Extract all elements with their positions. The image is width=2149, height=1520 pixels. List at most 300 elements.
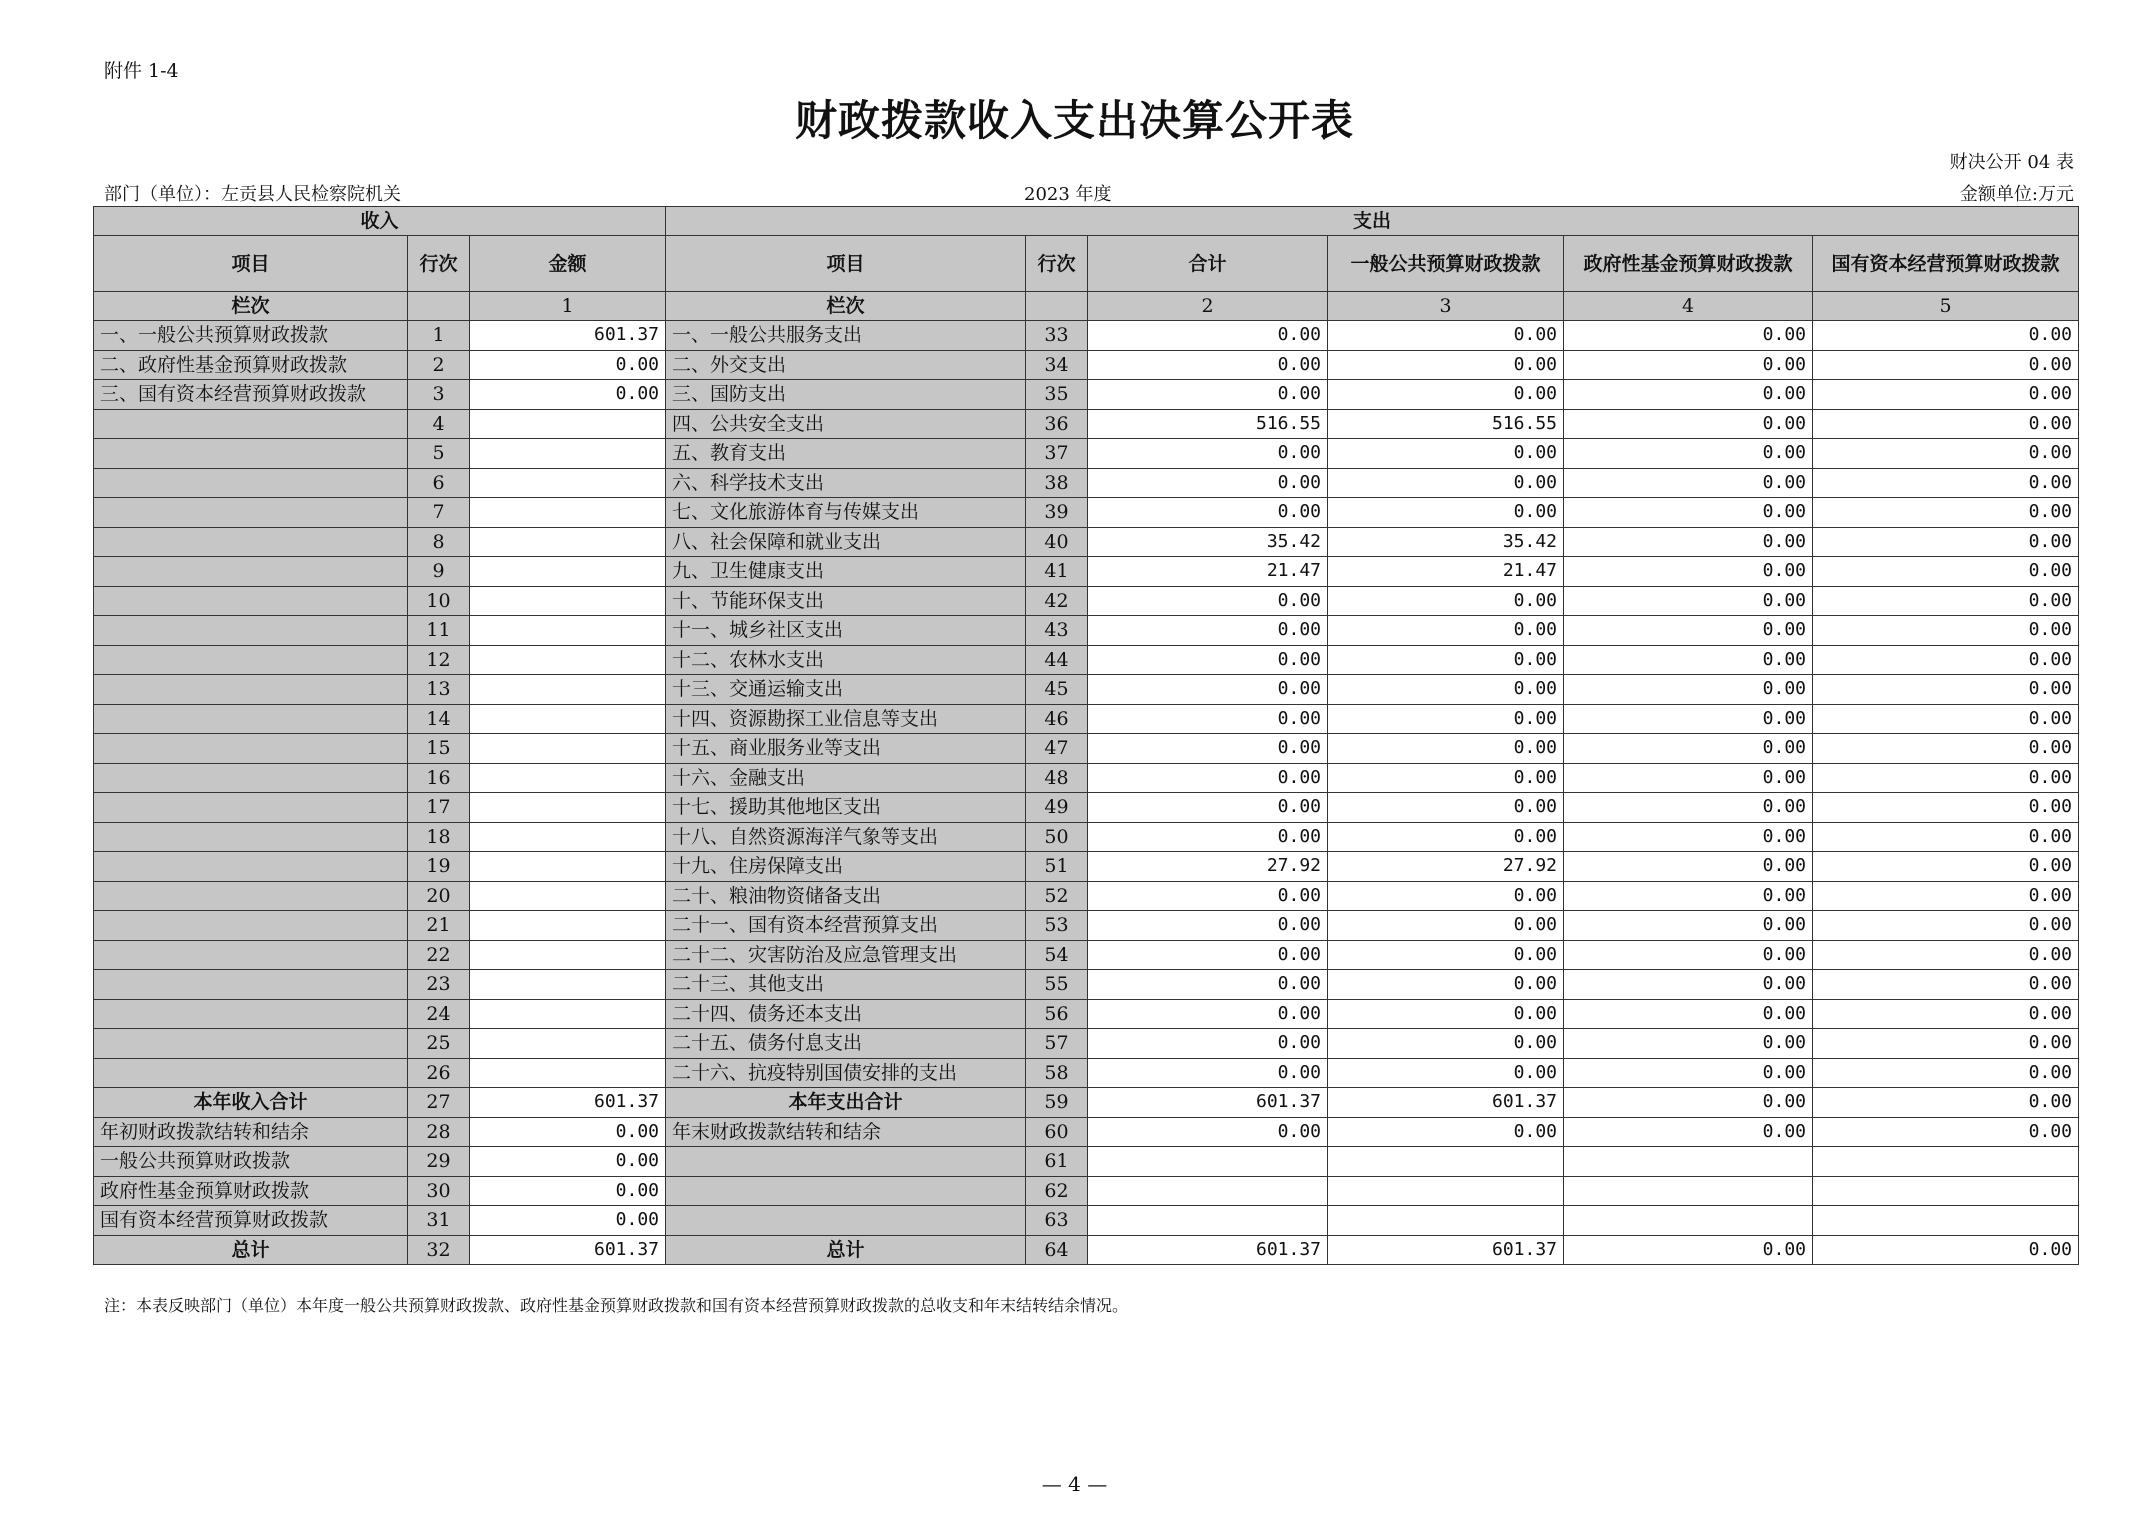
expense-capital-cell: 0.00 <box>1813 793 2079 823</box>
income-amount-cell <box>470 586 666 616</box>
expense-general-cell: 0.00 <box>1328 763 1564 793</box>
income-item-cell <box>94 439 408 469</box>
table-row <box>94 970 2079 1000</box>
expense-total-cell: 0.00 <box>1088 498 1328 528</box>
income-amount-cell <box>470 468 666 498</box>
income-row-no-cell: 9 <box>408 557 470 587</box>
expense-item-cell: 七、文化旅游体育与传媒支出 <box>666 498 1026 528</box>
expense-item-cell: 六、科学技术支出 <box>666 468 1026 498</box>
expense-total-cell: 21.47 <box>1088 557 1328 587</box>
expense-capital-cell: 0.00 <box>1813 1058 2079 1088</box>
expense-fund-cell: 0.00 <box>1564 999 1813 1029</box>
income-amount-cell <box>470 409 666 439</box>
col-income-amount: 金额 <box>470 236 666 292</box>
income-item-cell: 一般公共预算财政拨款 <box>94 1147 408 1177</box>
expense-fund-cell: 0.00 <box>1564 793 1813 823</box>
income-amount-cell <box>470 704 666 734</box>
expense-capital-cell: 0.00 <box>1813 1029 2079 1059</box>
expense-item-cell: 十八、自然资源海洋气象等支出 <box>666 822 1026 852</box>
table-row <box>94 557 2079 587</box>
expense-row-no-cell: 40 <box>1026 527 1088 557</box>
expense-row-no-cell: 61 <box>1026 1147 1088 1177</box>
expense-fund-cell: 0.00 <box>1564 940 1813 970</box>
col-index-blank-expense <box>1026 292 1088 321</box>
table-row <box>94 675 2079 705</box>
expense-row-no-cell: 43 <box>1026 616 1088 646</box>
expense-fund-cell <box>1564 1147 1813 1177</box>
carry-row <box>94 1147 2079 1177</box>
expense-total-cell: 0.00 <box>1088 468 1328 498</box>
income-amount-cell <box>470 498 666 528</box>
col-index-4: 4 <box>1564 292 1813 321</box>
expense-total-cell: 0.00 <box>1088 586 1328 616</box>
carry-row <box>94 1176 2079 1206</box>
expense-general-cell: 0.00 <box>1328 1058 1564 1088</box>
expense-row-no-cell: 49 <box>1026 793 1088 823</box>
income-item-cell <box>94 734 408 764</box>
expense-item-cell <box>666 1206 1026 1236</box>
expense-row-no-cell: 37 <box>1026 439 1088 469</box>
expense-fund-cell: 0.00 <box>1564 675 1813 705</box>
header-row-columns <box>94 236 2079 292</box>
income-amount-cell: 0.00 <box>470 1147 666 1177</box>
expense-capital-cell: 0.00 <box>1813 586 2079 616</box>
income-amount-cell <box>470 1029 666 1059</box>
table-row <box>94 793 2079 823</box>
expense-general-cell: 0.00 <box>1328 321 1564 351</box>
table-row <box>94 881 2079 911</box>
expense-item-cell: 年末财政拨款结转和结余 <box>666 1117 1026 1147</box>
expense-fund-cell: 0.00 <box>1564 1088 1813 1118</box>
grand-total-row <box>94 1235 2079 1265</box>
expense-capital-cell: 0.00 <box>1813 409 2079 439</box>
income-amount-cell <box>470 970 666 1000</box>
expense-capital-cell: 0.00 <box>1813 911 2079 941</box>
income-row-no-cell: 23 <box>408 970 470 1000</box>
header-row-sections <box>94 207 2079 236</box>
expense-general-cell: 0.00 <box>1328 498 1564 528</box>
income-amount-cell <box>470 940 666 970</box>
income-amount-cell: 0.00 <box>470 1206 666 1236</box>
expense-row-no-cell: 48 <box>1026 763 1088 793</box>
income-amount-cell <box>470 793 666 823</box>
expense-capital-cell: 0.00 <box>1813 1117 2079 1147</box>
expense-row-no-cell: 55 <box>1026 970 1088 1000</box>
expense-capital-cell: 0.00 <box>1813 734 2079 764</box>
table-row <box>94 1029 2079 1059</box>
income-item-cell <box>94 911 408 941</box>
expense-capital-cell: 0.00 <box>1813 999 2079 1029</box>
table-row <box>94 704 2079 734</box>
expense-fund-cell: 0.00 <box>1564 380 1813 410</box>
expense-fund-cell: 0.00 <box>1564 498 1813 528</box>
table-row <box>94 763 2079 793</box>
expense-general-cell: 0.00 <box>1328 970 1564 1000</box>
expense-fund-cell: 0.00 <box>1564 704 1813 734</box>
expense-general-cell: 27.92 <box>1328 852 1564 882</box>
expense-item-cell: 二十六、抗疫特别国债安排的支出 <box>666 1058 1026 1088</box>
expense-capital-cell: 0.00 <box>1813 852 2079 882</box>
expense-total-cell: 0.00 <box>1088 1058 1328 1088</box>
income-row-no-cell: 19 <box>408 852 470 882</box>
expense-total-cell: 0.00 <box>1088 970 1328 1000</box>
expense-row-no-cell: 38 <box>1026 468 1088 498</box>
expense-fund-cell: 0.00 <box>1564 881 1813 911</box>
expense-total-cell: 0.00 <box>1088 1117 1328 1147</box>
expense-total-cell: 0.00 <box>1088 439 1328 469</box>
expense-total-cell: 601.37 <box>1088 1235 1328 1265</box>
income-amount-cell: 601.37 <box>470 1088 666 1118</box>
income-item-cell <box>94 970 408 1000</box>
income-item-cell <box>94 763 408 793</box>
expense-general-cell: 0.00 <box>1328 1029 1564 1059</box>
expense-row-no-cell: 36 <box>1026 409 1088 439</box>
expense-capital-cell: 0.00 <box>1813 1088 2079 1118</box>
col-income-item: 项目 <box>94 236 408 292</box>
expense-row-no-cell: 52 <box>1026 881 1088 911</box>
expense-row-no-cell: 47 <box>1026 734 1088 764</box>
expense-general-cell: 0.00 <box>1328 586 1564 616</box>
expense-general-cell: 0.00 <box>1328 999 1564 1029</box>
income-amount-cell <box>470 616 666 646</box>
col-index-blank <box>408 292 470 321</box>
header-row-column-index <box>94 292 2079 321</box>
income-row-no-cell: 13 <box>408 675 470 705</box>
expense-fund-cell: 0.00 <box>1564 852 1813 882</box>
income-item-cell <box>94 1058 408 1088</box>
income-row-no-cell: 14 <box>408 704 470 734</box>
carry-row <box>94 1206 2079 1236</box>
expense-general-cell: 0.00 <box>1328 439 1564 469</box>
expense-capital-cell: 0.00 <box>1813 881 2079 911</box>
income-amount-cell <box>470 763 666 793</box>
expense-total-cell: 0.00 <box>1088 321 1328 351</box>
col-state-capital: 国有资本经营预算财政拨款 <box>1813 236 2079 292</box>
income-row-no-cell: 11 <box>408 616 470 646</box>
income-row-no-cell: 30 <box>408 1176 470 1206</box>
expense-fund-cell <box>1564 1176 1813 1206</box>
expense-capital-cell: 0.00 <box>1813 527 2079 557</box>
expense-capital-cell <box>1813 1206 2079 1236</box>
income-row-no-cell: 3 <box>408 380 470 410</box>
income-row-no-cell: 27 <box>408 1088 470 1118</box>
expense-item-cell: 本年支出合计 <box>666 1088 1026 1118</box>
expense-row-no-cell: 46 <box>1026 704 1088 734</box>
expense-fund-cell: 0.00 <box>1564 586 1813 616</box>
expense-row-no-cell: 62 <box>1026 1176 1088 1206</box>
expense-item-cell: 二十五、债务付息支出 <box>666 1029 1026 1059</box>
expense-item-cell <box>666 1147 1026 1177</box>
expense-row-no-cell: 35 <box>1026 380 1088 410</box>
income-item-cell <box>94 852 408 882</box>
income-row-no-cell: 15 <box>408 734 470 764</box>
expense-total-cell: 0.00 <box>1088 645 1328 675</box>
expense-fund-cell: 0.00 <box>1564 970 1813 1000</box>
expense-fund-cell: 0.00 <box>1564 734 1813 764</box>
expense-capital-cell: 0.00 <box>1813 468 2079 498</box>
income-row-no-cell: 28 <box>408 1117 470 1147</box>
expense-item-cell: 五、教育支出 <box>666 439 1026 469</box>
income-item-cell: 一、一般公共预算财政拨款 <box>94 321 408 351</box>
expense-item-cell: 十三、交通运输支出 <box>666 675 1026 705</box>
expense-row-no-cell: 42 <box>1026 586 1088 616</box>
expense-general-cell: 0.00 <box>1328 881 1564 911</box>
expense-row-no-cell: 51 <box>1026 852 1088 882</box>
expense-capital-cell <box>1813 1176 2079 1206</box>
income-row-no-cell: 32 <box>408 1235 470 1265</box>
income-amount-cell: 601.37 <box>470 1235 666 1265</box>
income-amount-cell <box>470 911 666 941</box>
income-item-cell <box>94 940 408 970</box>
table-row <box>94 468 2079 498</box>
expense-row-no-cell: 64 <box>1026 1235 1088 1265</box>
expense-total-cell <box>1088 1147 1328 1177</box>
income-amount-cell <box>470 527 666 557</box>
income-row-no-cell: 20 <box>408 881 470 911</box>
expense-row-no-cell: 63 <box>1026 1206 1088 1236</box>
attachment-label: 附件 1-4 <box>104 60 179 82</box>
table-row <box>94 350 2079 380</box>
expense-item-cell: 总计 <box>666 1235 1026 1265</box>
expense-row-no-cell: 39 <box>1026 498 1088 528</box>
expense-total-cell: 0.00 <box>1088 350 1328 380</box>
expense-total-cell: 601.37 <box>1088 1088 1328 1118</box>
expense-fund-cell: 0.00 <box>1564 468 1813 498</box>
income-amount-cell <box>470 439 666 469</box>
expense-general-cell: 0.00 <box>1328 380 1564 410</box>
income-row-no-cell: 26 <box>408 1058 470 1088</box>
expense-total-cell: 35.42 <box>1088 527 1328 557</box>
expense-total-cell: 0.00 <box>1088 999 1328 1029</box>
col-index-1: 1 <box>470 292 666 321</box>
income-amount-cell: 0.00 <box>470 1117 666 1147</box>
income-amount-cell <box>470 557 666 587</box>
income-amount-cell <box>470 822 666 852</box>
expense-item-cell: 一、一般公共服务支出 <box>666 321 1026 351</box>
table-row <box>94 409 2079 439</box>
expense-general-cell: 0.00 <box>1328 940 1564 970</box>
expense-total-cell <box>1088 1206 1328 1236</box>
col-index-label-expense: 栏次 <box>666 292 1026 321</box>
expense-row-no-cell: 41 <box>1026 557 1088 587</box>
income-amount-cell <box>470 1058 666 1088</box>
income-row-no-cell: 24 <box>408 999 470 1029</box>
col-index-5: 5 <box>1813 292 2079 321</box>
income-item-cell: 总计 <box>94 1235 408 1265</box>
expense-item-cell: 二、外交支出 <box>666 350 1026 380</box>
income-row-no-cell: 7 <box>408 498 470 528</box>
expense-total-cell: 0.00 <box>1088 1029 1328 1059</box>
expense-general-cell: 0.00 <box>1328 911 1564 941</box>
expense-capital-cell: 0.00 <box>1813 704 2079 734</box>
expense-total-cell: 0.00 <box>1088 763 1328 793</box>
expense-total-cell: 516.55 <box>1088 409 1328 439</box>
expense-general-cell: 0.00 <box>1328 675 1564 705</box>
expense-row-no-cell: 56 <box>1026 999 1088 1029</box>
expense-item-cell: 二十四、债务还本支出 <box>666 999 1026 1029</box>
expense-capital-cell: 0.00 <box>1813 557 2079 587</box>
expense-capital-cell: 0.00 <box>1813 380 2079 410</box>
table-row <box>94 645 2079 675</box>
expense-fund-cell: 0.00 <box>1564 1029 1813 1059</box>
expense-item-cell: 八、社会保障和就业支出 <box>666 527 1026 557</box>
expense-item-cell: 十五、商业服务业等支出 <box>666 734 1026 764</box>
expense-general-cell: 601.37 <box>1328 1088 1564 1118</box>
expense-item-cell: 九、卫生健康支出 <box>666 557 1026 587</box>
expense-general-cell: 0.00 <box>1328 1117 1564 1147</box>
expense-item-cell: 二十一、国有资本经营预算支出 <box>666 911 1026 941</box>
expense-general-cell: 21.47 <box>1328 557 1564 587</box>
form-number: 财决公开 04 表 <box>1949 152 2074 173</box>
income-row-no-cell: 18 <box>408 822 470 852</box>
expense-general-cell: 0.00 <box>1328 350 1564 380</box>
expense-row-no-cell: 44 <box>1026 645 1088 675</box>
income-item-cell <box>94 793 408 823</box>
col-index-2: 2 <box>1088 292 1328 321</box>
table-row <box>94 822 2079 852</box>
income-item-cell <box>94 1029 408 1059</box>
income-row-no-cell: 4 <box>408 409 470 439</box>
income-row-no-cell: 31 <box>408 1206 470 1236</box>
income-amount-cell: 0.00 <box>470 350 666 380</box>
col-expense-item: 项目 <box>666 236 1026 292</box>
page-title: 财政拨款收入支出决算公开表 <box>794 96 1354 145</box>
income-row-no-cell: 10 <box>408 586 470 616</box>
col-expense-row-no: 行次 <box>1026 236 1088 292</box>
income-item-cell <box>94 586 408 616</box>
year-label: 2023 年度 <box>1024 184 1112 205</box>
expense-fund-cell: 0.00 <box>1564 822 1813 852</box>
meta-line <box>104 180 2074 204</box>
income-item-cell <box>94 704 408 734</box>
expense-row-no-cell: 53 <box>1026 911 1088 941</box>
carry-row <box>94 1117 2079 1147</box>
expense-capital-cell: 0.00 <box>1813 970 2079 1000</box>
income-item-cell <box>94 822 408 852</box>
income-item-cell <box>94 557 408 587</box>
expense-fund-cell: 0.00 <box>1564 439 1813 469</box>
expense-general-cell <box>1328 1176 1564 1206</box>
expense-capital-cell: 0.00 <box>1813 616 2079 646</box>
expense-row-no-cell: 54 <box>1026 940 1088 970</box>
expense-fund-cell: 0.00 <box>1564 321 1813 351</box>
income-item-cell <box>94 498 408 528</box>
table-row <box>94 380 2079 410</box>
expense-item-cell: 四、公共安全支出 <box>666 409 1026 439</box>
col-index-3: 3 <box>1328 292 1564 321</box>
expense-capital-cell <box>1813 1147 2079 1177</box>
table-row <box>94 586 2079 616</box>
expense-capital-cell: 0.00 <box>1813 763 2079 793</box>
expense-item-cell: 二十三、其他支出 <box>666 970 1026 1000</box>
expense-total-cell: 0.00 <box>1088 616 1328 646</box>
income-row-no-cell: 25 <box>408 1029 470 1059</box>
expense-total-cell: 0.00 <box>1088 704 1328 734</box>
income-amount-cell: 601.37 <box>470 321 666 351</box>
expense-fund-cell: 0.00 <box>1564 1235 1813 1265</box>
income-item-cell <box>94 999 408 1029</box>
expense-row-no-cell: 59 <box>1026 1088 1088 1118</box>
subtotal-row <box>94 1088 2079 1118</box>
expense-general-cell: 601.37 <box>1328 1235 1564 1265</box>
expense-general-cell: 0.00 <box>1328 616 1564 646</box>
table-row <box>94 940 2079 970</box>
expense-fund-cell: 0.00 <box>1564 1117 1813 1147</box>
income-amount-cell <box>470 734 666 764</box>
expense-item-cell <box>666 1176 1026 1206</box>
income-item-cell: 国有资本经营预算财政拨款 <box>94 1206 408 1236</box>
expense-fund-cell: 0.00 <box>1564 616 1813 646</box>
expense-item-cell: 十四、资源勘探工业信息等支出 <box>666 704 1026 734</box>
expense-item-cell: 二十二、灾害防治及应急管理支出 <box>666 940 1026 970</box>
income-item-cell <box>94 616 408 646</box>
expense-row-no-cell: 50 <box>1026 822 1088 852</box>
expense-fund-cell: 0.00 <box>1564 1058 1813 1088</box>
expense-fund-cell: 0.00 <box>1564 763 1813 793</box>
expense-row-no-cell: 58 <box>1026 1058 1088 1088</box>
expense-item-cell: 十七、援助其他地区支出 <box>666 793 1026 823</box>
expense-capital-cell: 0.00 <box>1813 822 2079 852</box>
expense-general-cell <box>1328 1206 1564 1236</box>
footnote: 注：本表反映部门（单位）本年度一般公共预算财政拨款、政府性基金预算财政拨款和国有资本经营预算财政拨款的总收支和年末结转结余情况。 <box>104 1296 1129 1315</box>
income-item-cell: 政府性基金预算财政拨款 <box>94 1176 408 1206</box>
expense-total-cell: 0.00 <box>1088 881 1328 911</box>
expense-row-no-cell: 33 <box>1026 321 1088 351</box>
expense-fund-cell: 0.00 <box>1564 527 1813 557</box>
table-row <box>94 734 2079 764</box>
expense-general-cell: 0.00 <box>1328 704 1564 734</box>
expense-capital-cell: 0.00 <box>1813 439 2079 469</box>
expense-general-cell: 0.00 <box>1328 468 1564 498</box>
page-number: — 4 — <box>1041 1472 1108 1496</box>
expense-fund-cell: 0.00 <box>1564 911 1813 941</box>
income-item-cell: 三、国有资本经营预算财政拨款 <box>94 380 408 410</box>
col-index-label: 栏次 <box>94 292 408 321</box>
expense-capital-cell: 0.00 <box>1813 675 2079 705</box>
expense-capital-cell: 0.00 <box>1813 350 2079 380</box>
expense-total-cell: 0.00 <box>1088 940 1328 970</box>
expense-row-no-cell: 57 <box>1026 1029 1088 1059</box>
expense-general-cell: 35.42 <box>1328 527 1564 557</box>
income-row-no-cell: 5 <box>408 439 470 469</box>
income-row-no-cell: 1 <box>408 321 470 351</box>
expense-item-cell: 十、节能环保支出 <box>666 586 1026 616</box>
expense-total-cell: 0.00 <box>1088 380 1328 410</box>
table-row <box>94 852 2079 882</box>
table-row <box>94 527 2079 557</box>
income-item-cell <box>94 881 408 911</box>
expense-total-cell: 0.00 <box>1088 793 1328 823</box>
income-row-no-cell: 16 <box>408 763 470 793</box>
expense-capital-cell: 0.00 <box>1813 498 2079 528</box>
col-fund: 政府性基金预算财政拨款 <box>1564 236 1813 292</box>
expense-fund-cell: 0.00 <box>1564 645 1813 675</box>
col-general: 一般公共预算财政拨款 <box>1328 236 1564 292</box>
income-row-no-cell: 22 <box>408 940 470 970</box>
income-amount-cell <box>470 999 666 1029</box>
expense-total-cell: 0.00 <box>1088 822 1328 852</box>
income-item-cell <box>94 468 408 498</box>
expense-capital-cell: 0.00 <box>1813 1235 2079 1265</box>
income-amount-cell <box>470 645 666 675</box>
expense-general-cell: 0.00 <box>1328 793 1564 823</box>
table-row <box>94 439 2079 469</box>
table-row <box>94 911 2079 941</box>
income-item-cell <box>94 675 408 705</box>
expense-total-cell: 0.00 <box>1088 911 1328 941</box>
income-row-no-cell: 12 <box>408 645 470 675</box>
expense-capital-cell: 0.00 <box>1813 321 2079 351</box>
